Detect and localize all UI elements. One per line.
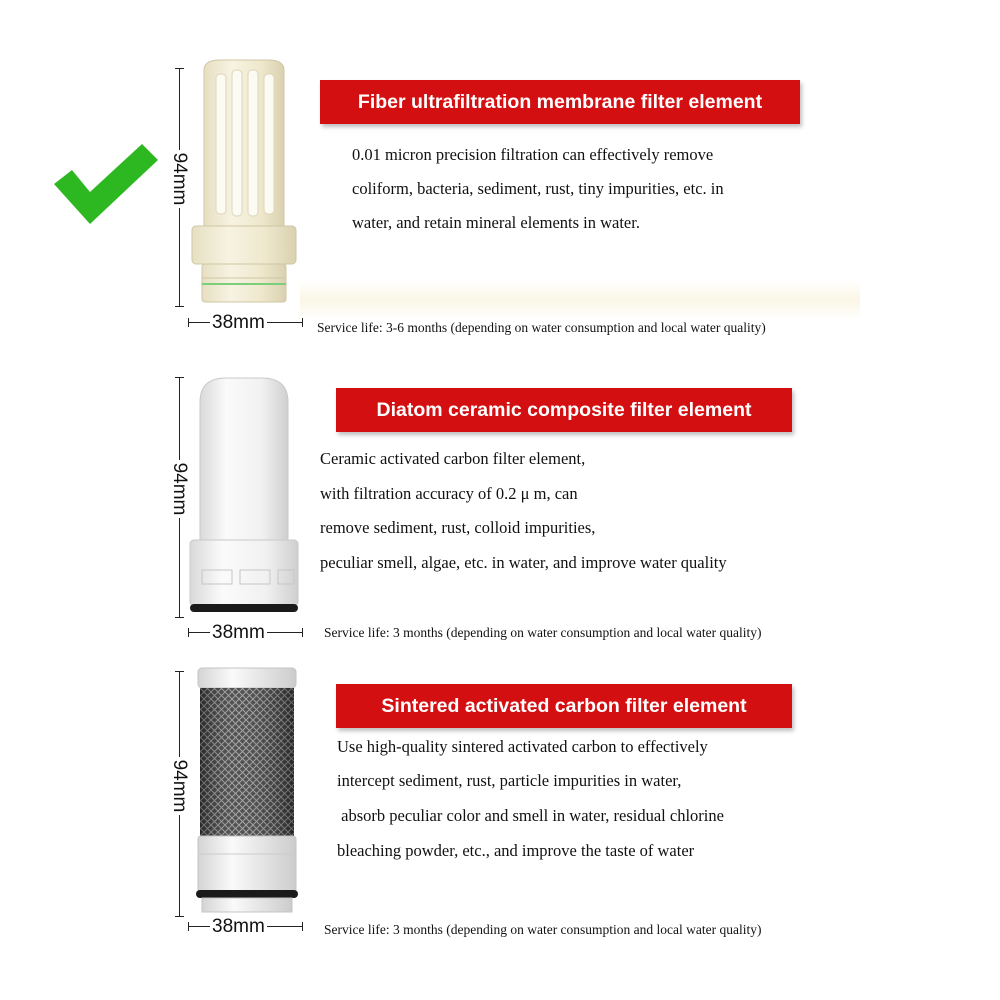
service-life: Service life: 3 months (depending on water consumption and local water quality) [324, 625, 762, 640]
filter-description-line: with filtration accuracy of 0.2 μ m, can [320, 484, 578, 503]
fiber-filter-image [186, 56, 302, 312]
filter-description-line: bleaching powder, etc., and improve the taste of water [337, 841, 695, 860]
filter-title: Fiber ultrafiltration membrane filter element [320, 80, 800, 124]
width-label: 38mm [212, 312, 265, 333]
service-life: Service life: 3 months (depending on water consumption and local water quality) [324, 922, 762, 937]
service-life: Service life: 3-6 months (depending on water consumption and local water quality) [317, 320, 766, 335]
filter-description-line: remove sediment, rust, colloid impurities, [320, 518, 596, 537]
height-label: 94mm [168, 460, 190, 518]
width-label: 38mm [212, 622, 265, 643]
filter-description-line: Use high-quality sintered activated carbon to effectively [337, 737, 708, 756]
filter-description-line: water, and retain mineral elements in water. [352, 213, 640, 232]
section-highlight [300, 280, 860, 320]
filter-description-line: peculiar smell, algae, etc. in water, and improve water quality [320, 553, 727, 572]
filter-description-line: coliform, bacteria, sediment, rust, tiny impurities, etc. in [352, 179, 724, 198]
ceramic-filter-image [186, 372, 302, 622]
filter-description-line: absorb peculiar color and smell in water, residual chlorine [337, 806, 724, 825]
height-label: 94mm [168, 150, 190, 208]
filter-title: Diatom ceramic composite filter element [336, 388, 792, 432]
filter-title: Sintered activated carbon filter element [336, 684, 792, 728]
carbon-filter-image [190, 664, 304, 916]
height-label: 94mm [168, 757, 190, 815]
filter-description-line: Ceramic activated carbon filter element, [320, 449, 586, 468]
width-label: 38mm [212, 916, 265, 937]
check-icon [50, 140, 162, 226]
filter-description-line: intercept sediment, rust, particle impurities in water, [337, 771, 682, 790]
filter-description-line: 0.01 micron precision filtration can effectively remove [352, 145, 714, 164]
